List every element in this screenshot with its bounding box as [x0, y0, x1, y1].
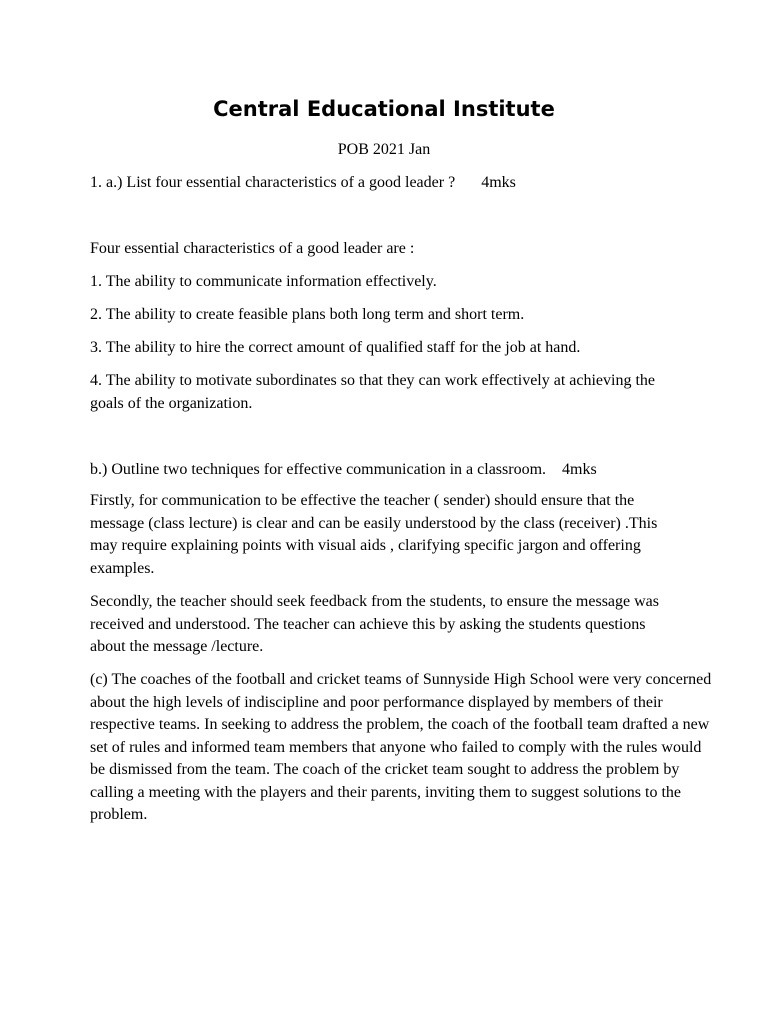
question-1a-marks: 4mks	[481, 174, 516, 191]
exam-subtitle: POB 2021 Jan	[337, 141, 431, 158]
document-title: Central Educational Institute	[213, 97, 555, 121]
question-1b	[90, 459, 690, 482]
answer-1b-firstly: Firstly, for communication to be effective the teacher ( sender) should ensure that the message (class lecture) is clear and can be easily understood by the class (receiver) .This may require explaining points with visual aids , clarifying specific jargon and offering examples.	[90, 492, 662, 577]
answer-1a-point-2: 2. The ability to create feasible plans both long term and short term.	[90, 306, 525, 323]
answer-1a-intro: Four essential characteristics of a good leader are :	[90, 240, 415, 257]
question-1a	[90, 172, 690, 195]
answer-1a-point-4: 4. The ability to motivate subordinates so that they can work effectively at achieving the goals of the organization.	[90, 372, 660, 412]
question-1c: (c) The coaches of the football and cricket teams of Sunnyside High School were very concerned about the high levels of indiscipline and poor performance displayed by members of their respective teams. In seeking to address the problem, the coach of the football team drafted a new set of rules and informed team members that anyone who failed to comply with the rules would be dismissed from the team. The coach of the cricket team sought to address the problem by calling a meeting with the players and their parents, inviting them to suggest solutions to the problem.	[90, 671, 716, 823]
answer-1a-point-1: 1. The ability to communicate information effectively.	[90, 273, 437, 290]
question-1b-marks: 4mks	[562, 461, 597, 478]
answer-1b-secondly: Secondly, the teacher should seek feedback from the students, to ensure the message was received and understood. The teacher can achieve this by asking the students questions about the message /lecture.	[90, 593, 663, 655]
question-1a-text: 1. a.) List four essential characteristics of a good leader ?	[90, 174, 456, 191]
answer-1a-point-3: 3. The ability to hire the correct amount of qualified staff for the job at hand.	[90, 339, 581, 356]
question-1b-text: b.) Outline two techniques for effective communication in a classroom.	[90, 461, 547, 478]
